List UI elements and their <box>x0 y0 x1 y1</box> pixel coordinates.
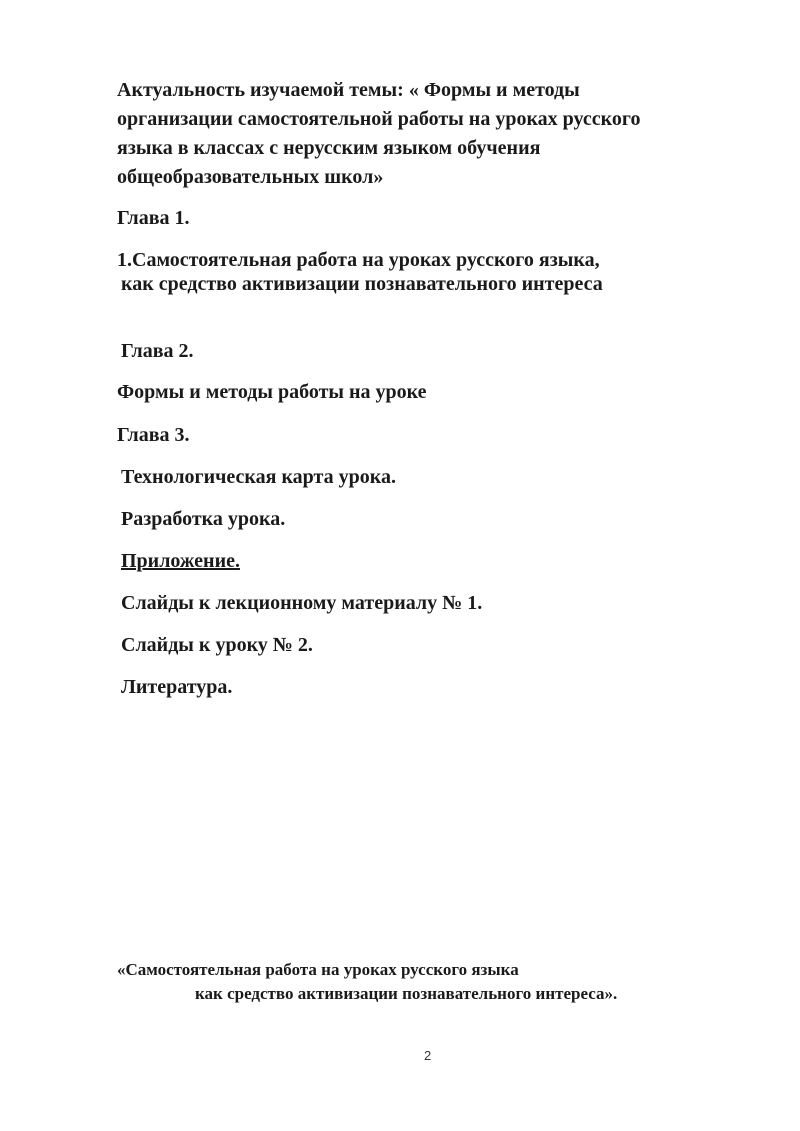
toc-item-3: Технологическая карта урока. <box>121 466 396 488</box>
toc-item-2: Формы и методы работы на уроке <box>117 381 427 403</box>
intro-line-1: Актуальность изучаемой темы: « Формы и методы <box>117 79 580 101</box>
chapter-1-heading: Глава 1. <box>117 207 190 229</box>
chapter-2-heading: Глава 2. <box>121 340 194 362</box>
toc-item-6: Слайды к уроку № 2. <box>121 634 313 656</box>
toc-item-4: Разработка урока. <box>121 508 286 530</box>
toc-item-5: Слайды к лекционному материалу № 1. <box>121 592 483 614</box>
chapter-3-heading: Глава 3. <box>117 424 190 446</box>
toc-item-1-line-1: 1.Самостоятельная работа на уроках русского языка, <box>117 249 600 271</box>
page-number: 2 <box>424 1048 432 1063</box>
appendix-heading: Приложение. <box>121 550 240 572</box>
footer-line-1: «Самостоятельная работа на уроках русского языка <box>117 960 519 979</box>
intro-line-4: общеобразовательных школ» <box>117 166 384 188</box>
footer-line-2: как средство активизации познавательного интереса». <box>195 984 618 1003</box>
toc-item-1-line-2: как средство активизации познавательного интереса <box>121 273 603 295</box>
intro-line-2: организации самостоятельной работы на уроках русского <box>117 108 641 130</box>
literature-heading: Литература. <box>121 676 233 698</box>
intro-line-3: языка в классах с нерусским языком обучения <box>117 137 541 159</box>
